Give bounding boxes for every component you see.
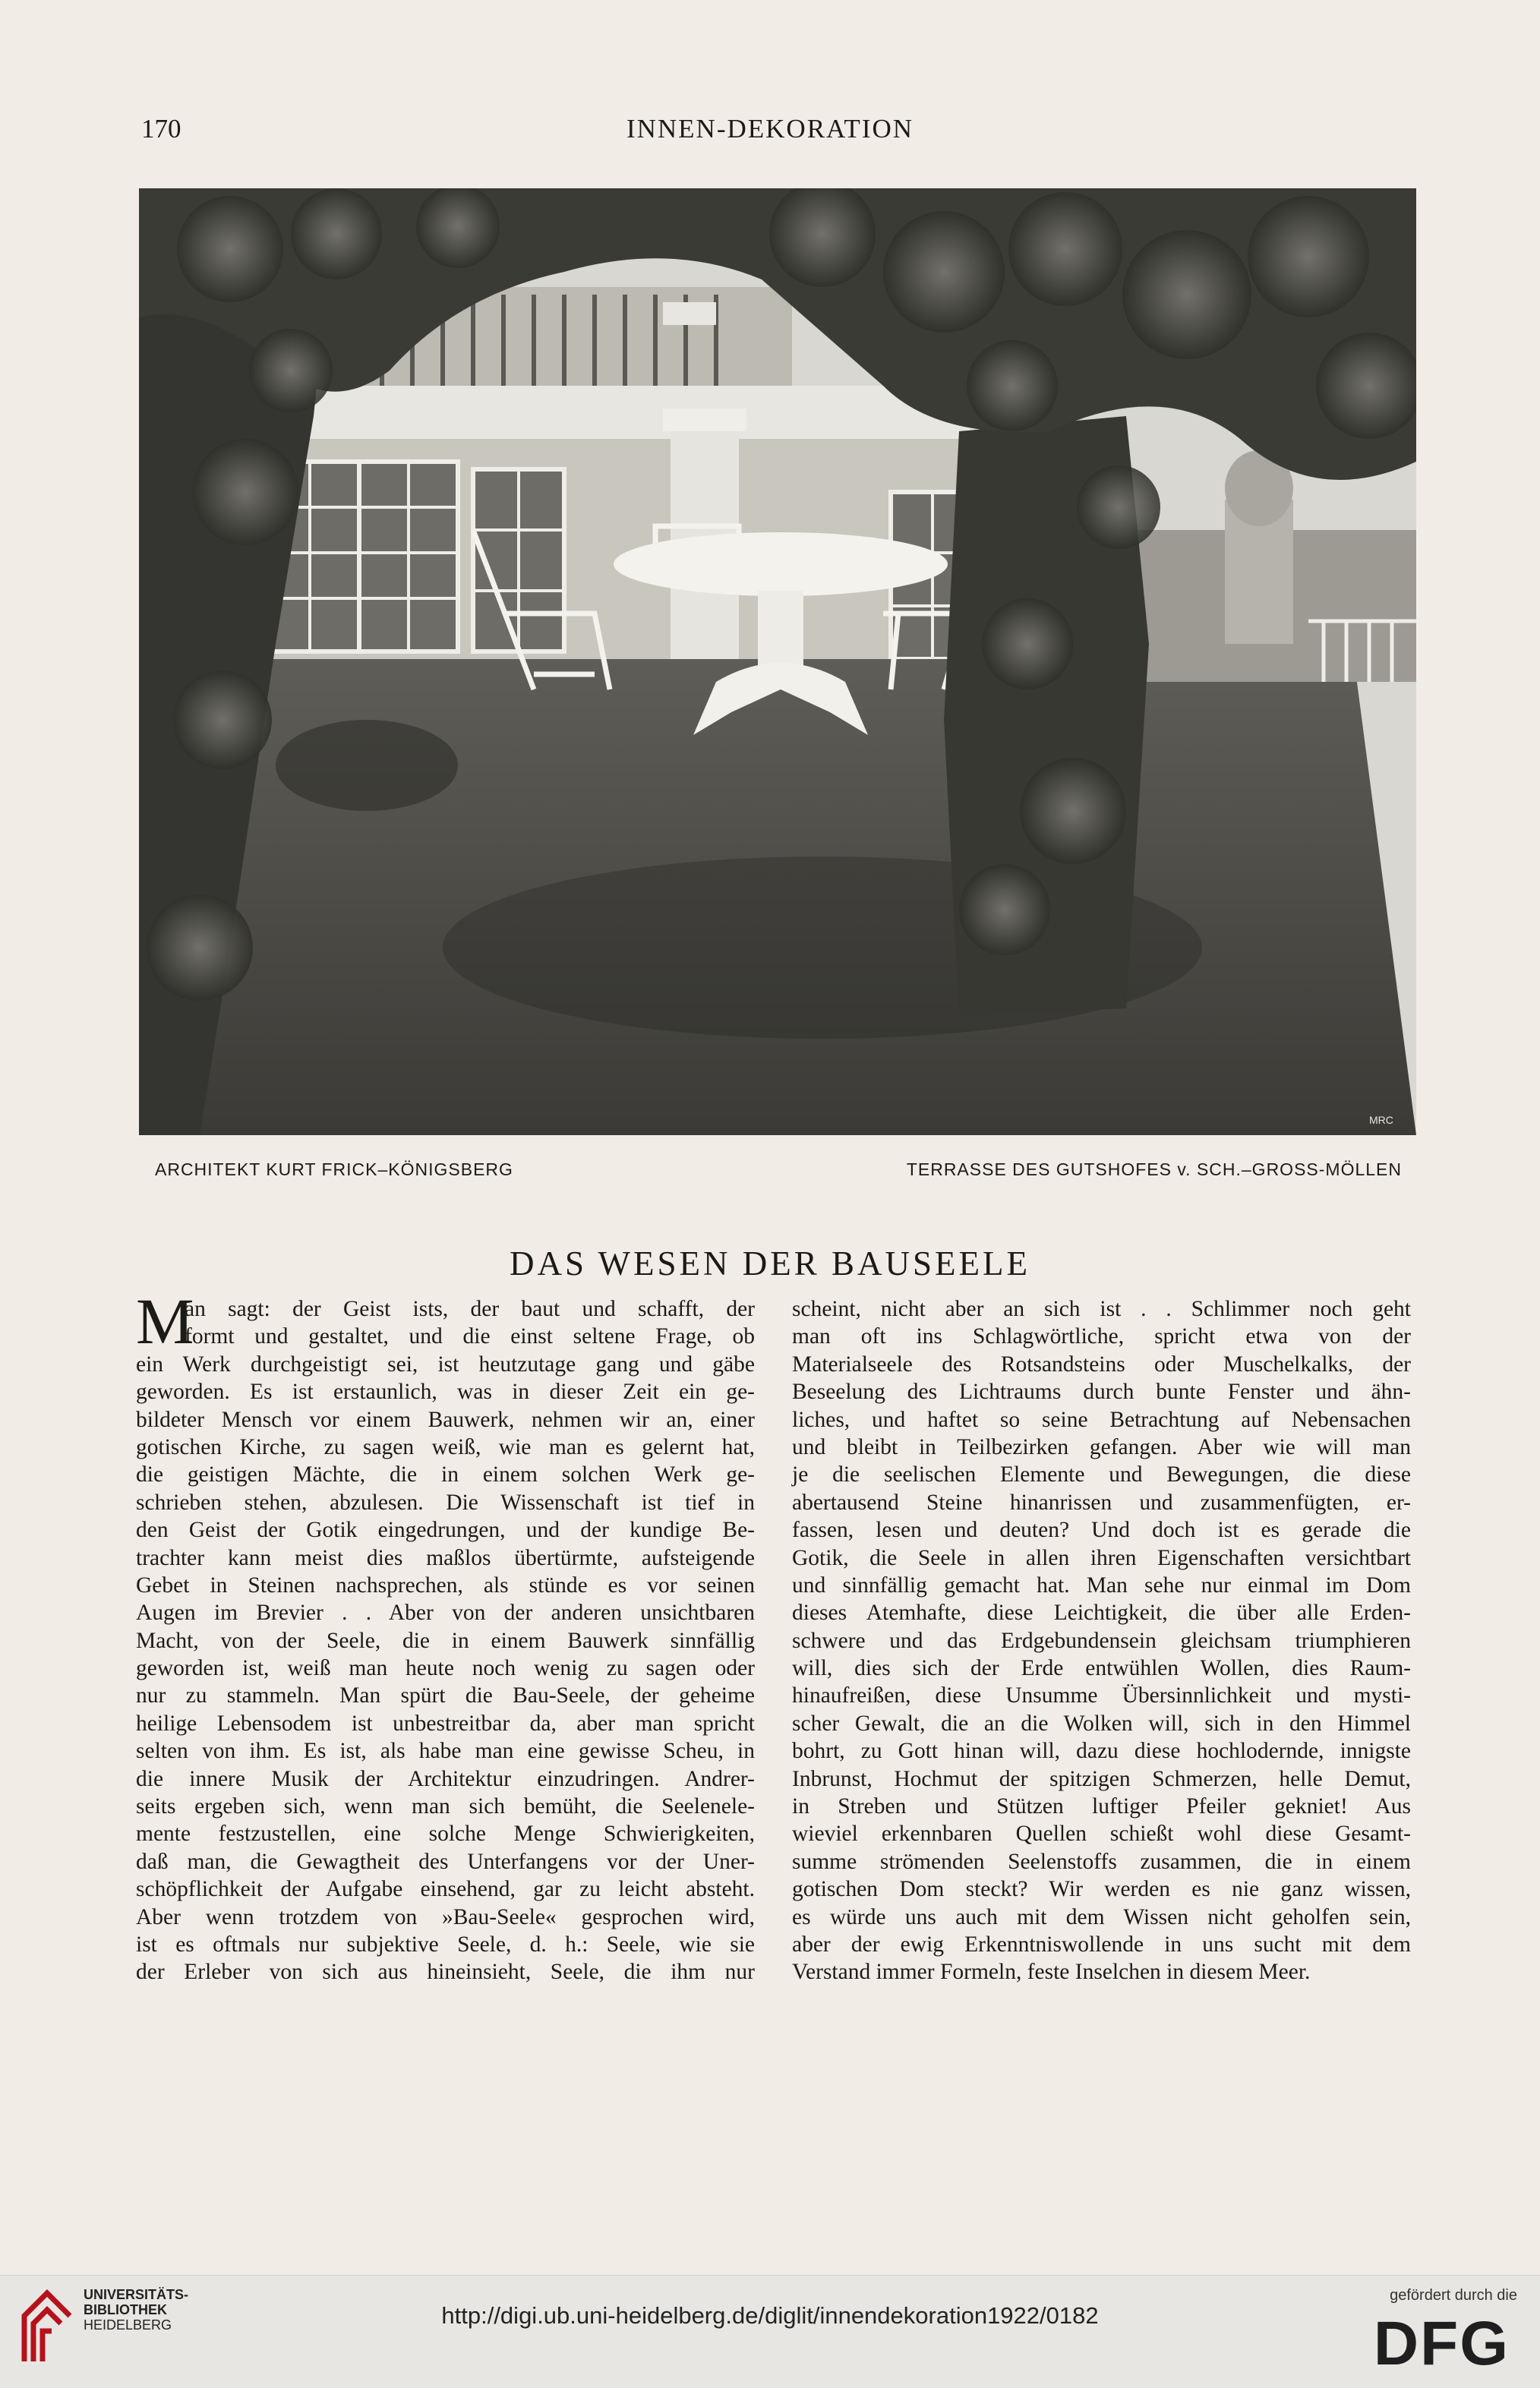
text-line: fassen, lesen und deuten? Und doch ist es gerade die: [792, 1518, 1411, 1543]
text-line: aber der ewig Erkenntniswollende in uns sucht mit dem: [792, 1932, 1411, 1957]
text-line: wieviel erkennbaren Quellen schießt wohl diese Gesamt-: [792, 1822, 1411, 1847]
text-line: schöpflichkeit der Aufgabe einsehend, gar zu leicht absteht.: [136, 1877, 755, 1902]
text-line: an sagt: der Geist ists, der baut und schafft, der: [185, 1297, 755, 1321]
text-line: summe strömenden Seelenstoffs zusammen, die in einem: [792, 1849, 1411, 1874]
text-line: heilige Lebensodem ist unbestreitbar da, aber man spricht: [136, 1711, 755, 1736]
text-line: Materialseele des Rotsandsteins oder Muschelkalks, der: [792, 1352, 1411, 1377]
text-line: abertausend Steine hinanrissen und zusammenfügten, er-: [792, 1490, 1411, 1515]
library-line-2: BIBLIOTHEK: [84, 2302, 167, 2317]
text-line: je die seelischen Elemente und Bewegungen, die diese: [792, 1462, 1411, 1487]
photo-caption-architect: ARCHITEKT KURT FRICK–KÖNIGSBERG: [155, 1159, 513, 1179]
text-line: die geistigen Mächte, die in einem solchen Werk ge-: [136, 1462, 755, 1487]
text-line: scheint, nicht aber an sich ist . . Schlimmer noch geht: [792, 1297, 1411, 1321]
text-line: Verstand immer Formeln, feste Inselchen in diesem Meer.: [792, 1960, 1311, 1985]
funding-note: gefördert durch die: [1390, 2287, 1517, 2304]
running-head: INNEN-DEKORATION: [626, 114, 914, 144]
text-line: formt und gestaltet, und die einst seltene Frage, ob: [185, 1324, 755, 1349]
text-line: will, dies sich der Erde entwühlen Wollen, dies Raum-: [792, 1656, 1411, 1681]
text-line: ein Werk durchgeistigt sei, ist heutzutage gang und gäbe: [136, 1352, 755, 1377]
text-line: bildeter Mensch vor einem Bauwerk, nehmen wir an, einer: [136, 1407, 755, 1432]
text-line: Gebet in Steinen nachsprechen, als stünde es vor seinen: [136, 1573, 755, 1598]
text-line: Augen im Brevier . . Aber von der anderen unsichtbaren: [136, 1601, 755, 1626]
text-line: der Erleber von sich aus hineinsieht, Seele, die ihm nur: [136, 1960, 755, 1985]
text-line: selten von ihm. Es ist, als habe man eine gewisse Scheu, in: [136, 1739, 755, 1764]
text-line: nur zu stammeln. Man spürt die Bau-Seele, der geheime: [136, 1683, 755, 1708]
text-line: die innere Musik der Architektur einzudringen. Andrer-: [136, 1766, 755, 1791]
text-line: schwere und das Erdgebundensein gleichsam triumphieren: [792, 1628, 1411, 1653]
library-line-3: HEIDELBERG: [84, 2317, 172, 2333]
text-line: gotischen Kirche, zu sagen weiß, wie man es gelernt hat,: [136, 1434, 755, 1459]
text-line: es würde uns auch mit dem Wissen nicht geholfen sein,: [792, 1904, 1411, 1929]
text-line: seits ergeben sich, wenn man sich bemüht, die Seelenele-: [136, 1794, 755, 1819]
page-number: 170: [141, 114, 181, 144]
article-column-left: [136, 1295, 755, 1986]
text-line: gotischen Dom steckt? Wir werden es nie ganz wissen,: [792, 1877, 1411, 1902]
text-line: und sinnfällig gemacht hat. Man sehe nur einmal im Dom: [792, 1573, 1411, 1598]
text-line: in Streben und Stützen luftiger Pfeiler gekniet! Aus: [792, 1794, 1411, 1819]
terrace-photograph: [139, 188, 1416, 1135]
library-line-1: UNIVERSITÄTS-: [84, 2287, 189, 2302]
text-line: Gotik, die Seele in allen ihren Eigenschaften versichtbart: [792, 1545, 1411, 1570]
text-line: scher Gewalt, die an die Wolken will, sich in den Himmel: [792, 1711, 1411, 1736]
photo-monogram: MRC: [1369, 1114, 1393, 1126]
text-line: den Geist der Gotik eingedrungen, und der kundige Be-: [136, 1518, 755, 1543]
text-line: dieses Atemhafte, diese Leichtigkeit, die über alle Erden-: [792, 1601, 1411, 1626]
photo-caption-location: TERRASSE DES GUTSHOFES v. SCH.–GROSS-MÖLLEN: [906, 1159, 1402, 1179]
text-line: bohrt, zu Gott hinan will, dazu diese hochlodernde, innigste: [792, 1739, 1411, 1764]
text-line: Macht, von der Seele, die in einem Bauwerk sinnfällig: [136, 1628, 755, 1653]
viewer-footer: [0, 2275, 1540, 2388]
text-line: geworden. Es ist erstaunlich, was in dieser Zeit ein ge-: [136, 1380, 755, 1405]
text-line: Inbrunst, Hochmut der spitzigen Schmerzen, helle Demut,: [792, 1766, 1411, 1791]
text-line: trachter kann meist dies maßlos übertürmte, aufsteigende: [136, 1545, 755, 1570]
article-title: DAS WESEN DER BAUSEELE: [510, 1244, 1030, 1282]
text-line: Beseelung des Lichtraums durch bunte Fenster und ähn-: [792, 1380, 1411, 1405]
text-line: schrieben stehen, abzulesen. Die Wissenschaft ist tief in: [136, 1490, 755, 1515]
text-line: daß man, die Gewagtheit des Unterfangens vor der Uner-: [136, 1849, 755, 1874]
text-line: man oft ins Schlagwörtliche, spricht etwa von der: [792, 1324, 1411, 1349]
text-line: geworden ist, weiß man heute noch wenig zu sagen oder: [136, 1656, 755, 1681]
text-line: Aber wenn trotzdem von »Bau-Seele« gesprochen wird,: [136, 1904, 755, 1929]
permalink-url[interactable]: http://digi.ub.uni-heidelberg.de/diglit/innendekoration1922/0182: [441, 2302, 1099, 2329]
text-line: und bleibt in Teilbezirken gefangen. Aber wie will man: [792, 1434, 1411, 1459]
text-line: ist es oftmals nur subjektive Seele, d. h.: Seele, wie sie: [136, 1932, 755, 1957]
text-line: mente festzustellen, eine solche Menge Schwierigkeiten,: [136, 1822, 755, 1847]
text-line: liches, und haftet so seine Betrachtung auf Nebensachen: [792, 1407, 1411, 1432]
text-line: hinaufreißen, diese Unsumme Übersinnlichkeit und mysti-: [792, 1683, 1411, 1708]
article-column-right: [792, 1295, 1411, 1986]
drop-cap: M: [136, 1285, 194, 1358]
dfg-logo[interactable]: DFG: [1373, 2309, 1510, 2378]
